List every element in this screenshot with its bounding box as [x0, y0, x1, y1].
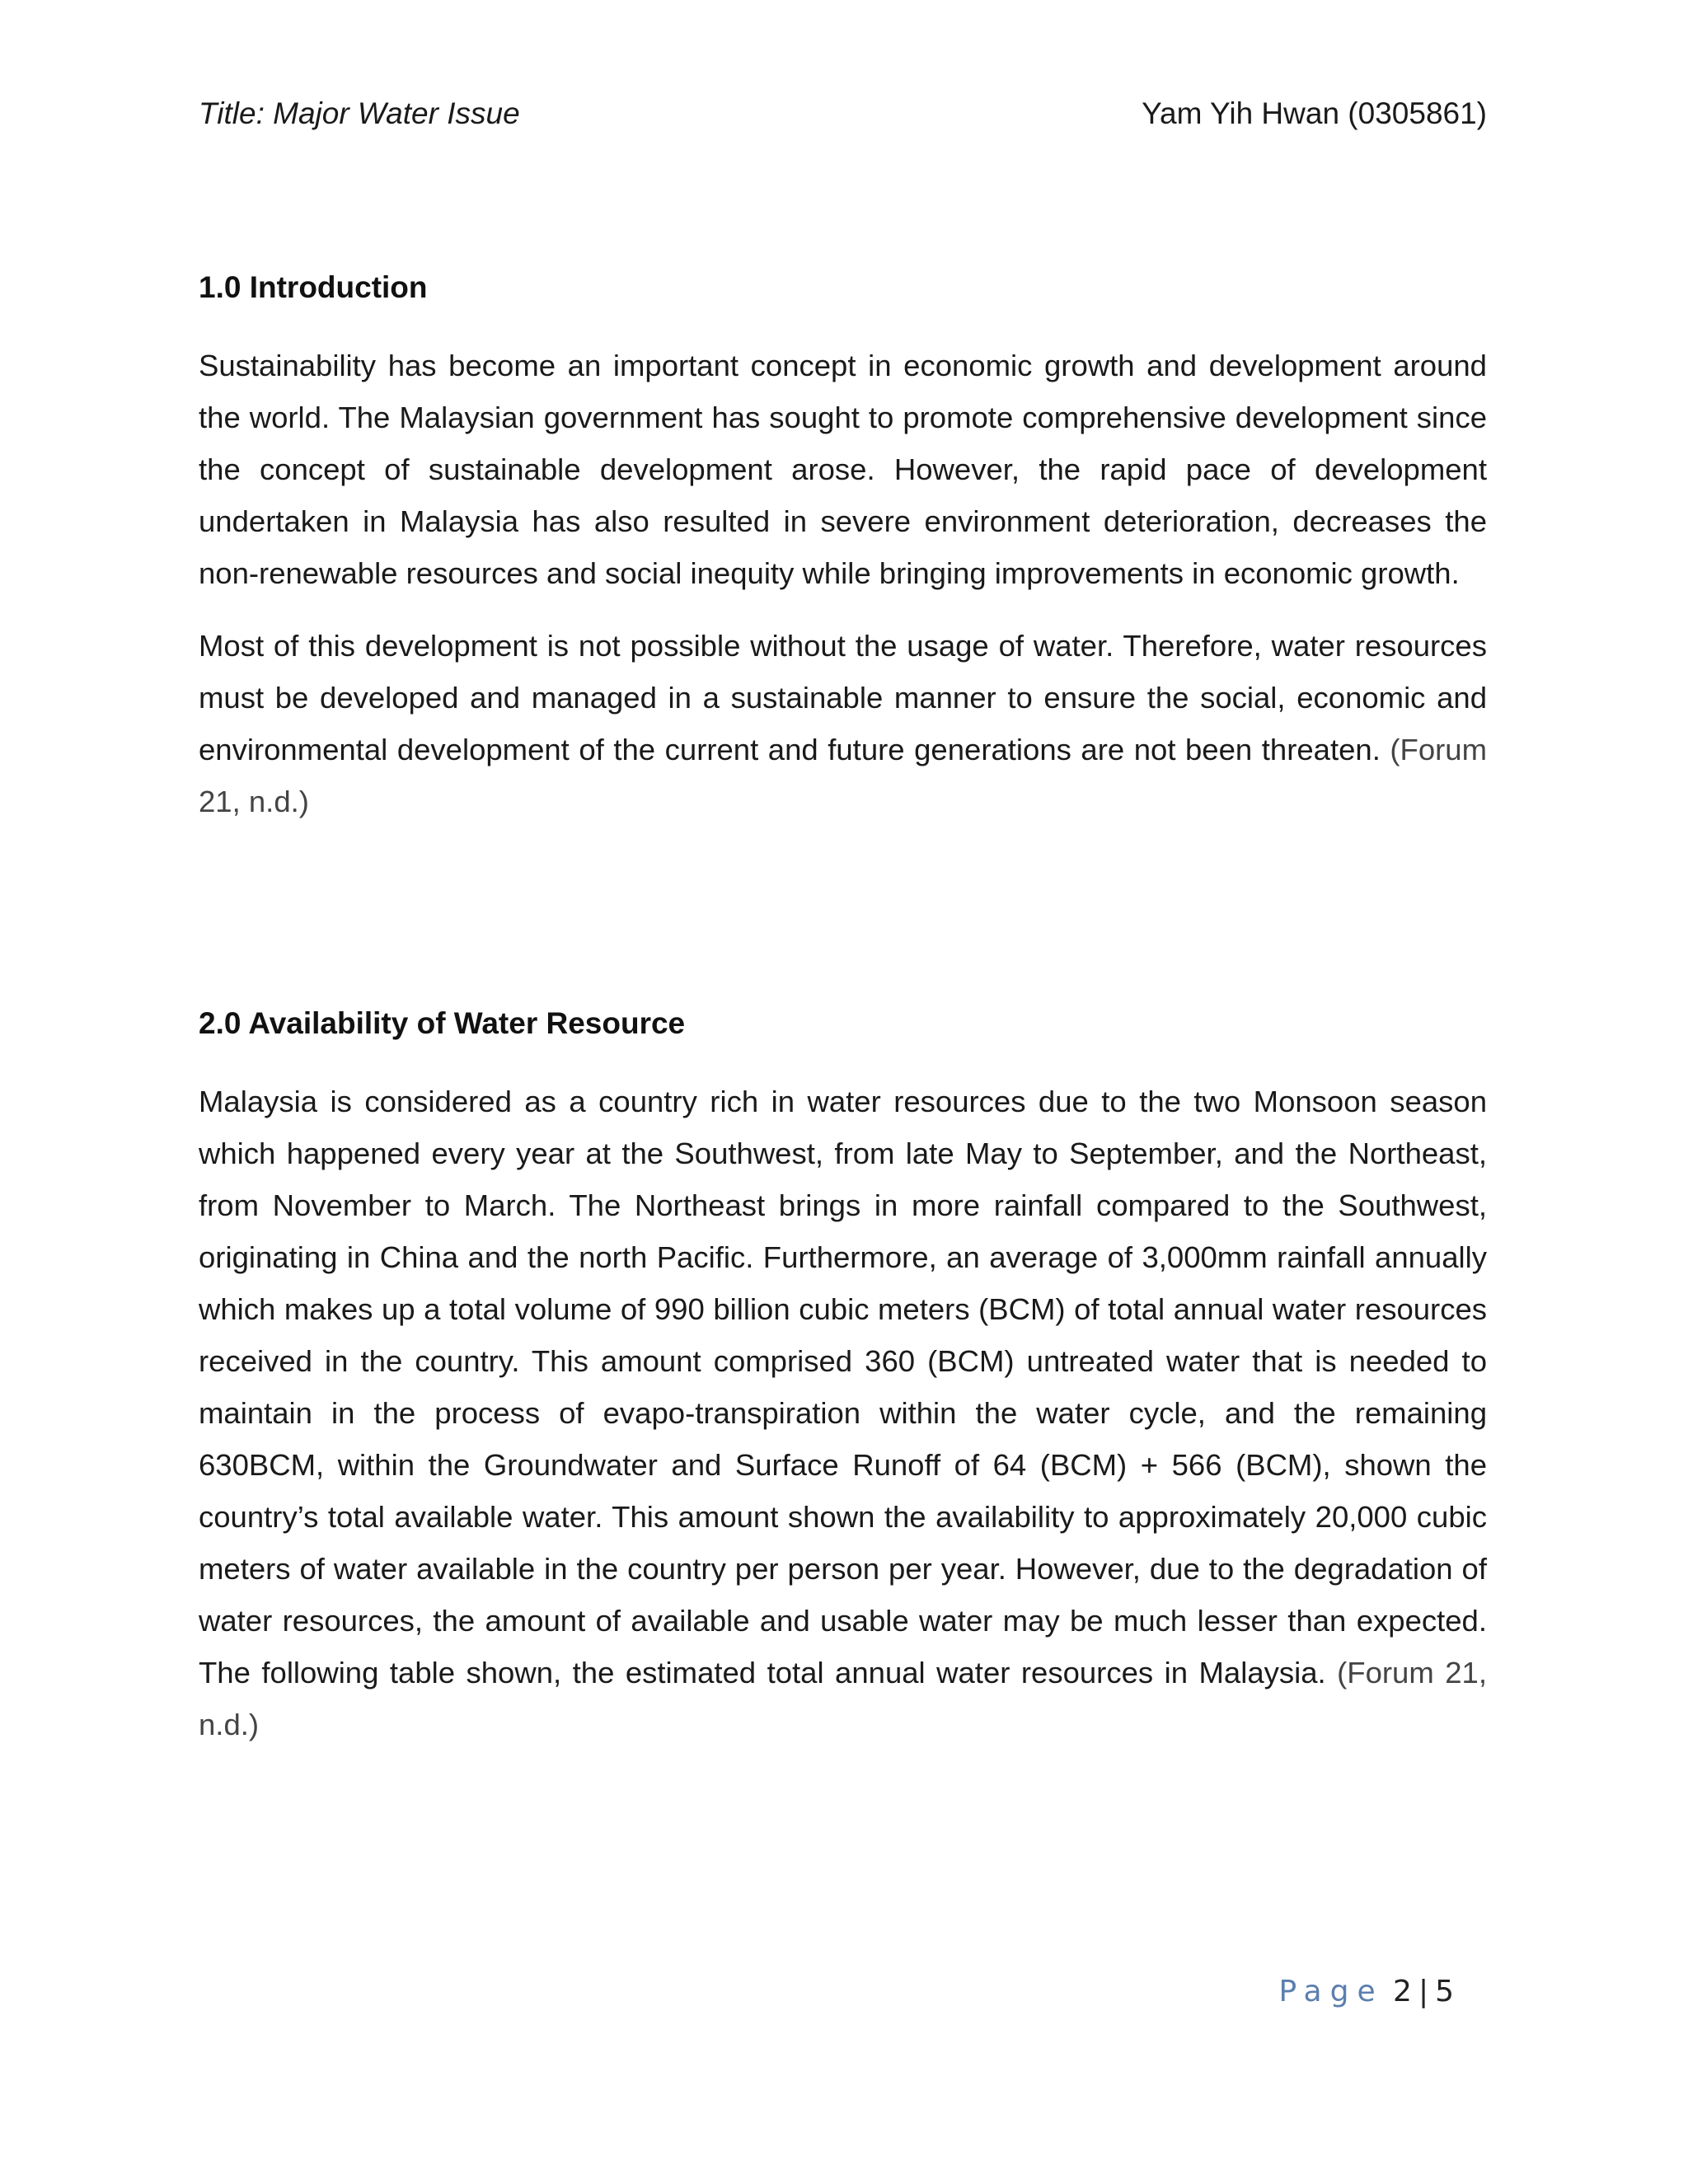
section-heading-availability: 2.0 Availability of Water Resource	[199, 1006, 686, 1040]
author-name: Yam Yih Hwan (0305861)	[1142, 96, 1487, 130]
section-heading-introduction: 1.0 Introduction	[199, 270, 428, 304]
page-label: Page	[1278, 1975, 1384, 2008]
page-number: 2	[1393, 1975, 1412, 2008]
paragraph-text: Sustainability has become an important concept in economic growth and development around the world. The Malaysian government has sought to promote comprehensive development since the concept of sustainable development arose. However, the rapid pace of development undertaken in Malaysia has also resulted in severe environment deterioration, decreases the non-renewable resources and social inequity while bringing improvements in economic growth.	[199, 349, 1487, 590]
citation: (Forum 21, n.d.)	[199, 733, 1487, 818]
document-title: Title: Major Water Issue	[199, 96, 520, 130]
paragraph-text: Most of this development is not possible without the usage of water. Therefore, water resources must be developed and managed in a sustainable manner to ensure the social, economic and environmental development of the current and future generations are not been threaten.	[199, 629, 1487, 766]
paragraph-text: Malaysia is considered as a country rich in water resources due to the two Monsoon season which happened every year at the Southwest, from late May to September, and the Northeast, from November to March. The Northeast brings in more rainfall compared to the Southwest, originating in China and the north Pacific. Furthermore, an average of 3,000mm rainfall annually which makes up a total volume of 990 billion cubic meters (BCM) of total annual water resources received in the country. This amount comprised 360 (BCM) untreated water that is needed to maintain in the process of evapo-transpiration within the water cycle, and the remaining 630BCM, within the Groundwater and Surface Runoff of 64 (BCM) + 566 (BCM), shown the country’s total available water. This amount shown the availability to approximately 20,000 cubic meters of water available in the country per person per year. However, due to the degradation of water resources, the amount of available and usable water may be much lesser than expected. The following table shown, the estimated total annual water resources in Malaysia.	[199, 1085, 1487, 1690]
page-header	[199, 93, 1487, 134]
citation: (Forum 21, n.d.)	[199, 1656, 1487, 1741]
paragraph-availability	[199, 1076, 1487, 1750]
paragraph-intro-1	[199, 340, 1487, 599]
paragraph-intro-2	[199, 620, 1487, 827]
page-footer	[1278, 1971, 1454, 2013]
page-separator: |	[1418, 1975, 1429, 2008]
total-pages: 5	[1435, 1975, 1454, 2008]
